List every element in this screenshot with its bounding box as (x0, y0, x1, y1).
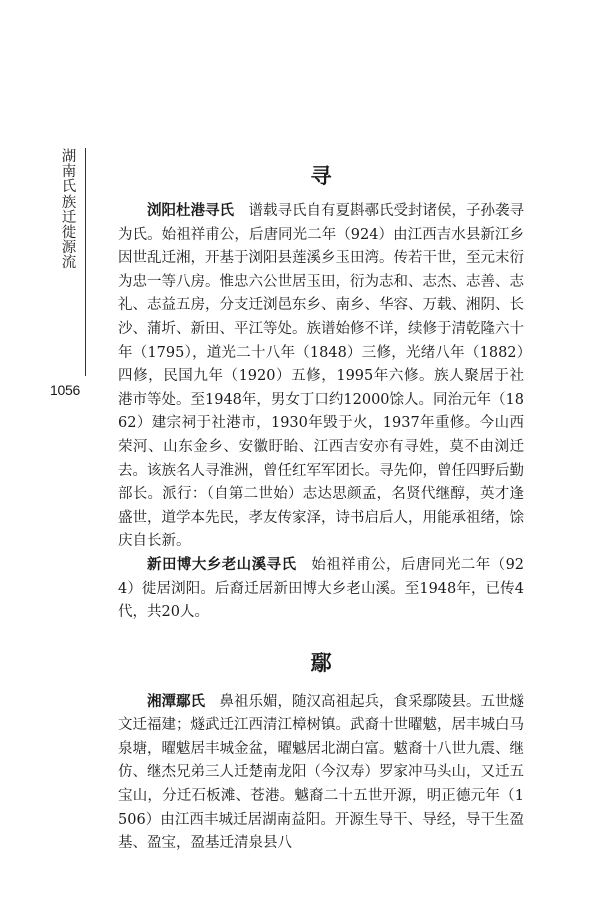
surname-heading: 鄢 (310, 649, 332, 675)
entry-heading: 浏阳杜港寻氏 (147, 203, 234, 219)
entry-text: 始祖祥甫公，后唐同光二年（924）徙居浏阳。后裔迁居新田博大乡老山溪。至1948年，已传4代，共20人。 (118, 556, 525, 621)
clan-entry (118, 200, 524, 554)
main-content (118, 160, 524, 856)
entry-text: 鼻祖乐媚，随汉高祖起兵，食采鄢陵县。五世燧文迁福建；燧武迁江西清江樟树镇。武裔十世曜魃，居丰城白马泉塘，曜魃居丰城金盆，曜魆居北湖白富。魃裔十八世九震、继仿、继杰兄弟三人迁楚南龙阳（今汉寿）罗家冲马头山，又迁五宝山，分迁石板滩、苍港。魆裔二十五世开源，明正德元年（1506）由江西丰城迁居湖南益阳。开源生导干、导经，导干生盈基、盈宝，盈基迁清泉县八 (118, 693, 524, 852)
page-number: 1056 (50, 382, 80, 398)
entry-heading: 新田博大乡老山溪寻氏 (147, 556, 297, 573)
clan-entry (118, 691, 524, 856)
running-title: 湖南氏族迁徙源流 (61, 149, 77, 272)
entry-heading: 湘潭鄢氏 (147, 693, 205, 710)
entry-text: 谱载寻氏自有夏斟鄩氏受封诸侯，子孙袭寻为氏。始祖祥甫公，后唐同光二年（924）由江西吉水县新江乡因世乱迁湘，开基于浏阳县莲溪乡玉田湾。传若干世，至元末衍为忠一等八房。惟忠六公世居玉田，衍为志和、志杰、志善、志礼、志益五房，分支迁浏邑东乡、南乡、华容、万载、湘阴、长沙、蒲圻、新田、平江等处。族谱始修不详，续修于清乾隆六十年（1795），道光二十八年（1848）三修，光绪八年（1882）四修，民国九年（1920）五修，1995年六修。族人聚居于社港市等处。至1948年，男女丁口约12000馀人。同治元年（1862）建宗祠于社港市，1930年毁于火，1937年重修。今山西荣河、山东金乡、安徽盱眙、江西吉安亦有寻姓，莫不由浏迁去。该族名人寻淮洲，曾任红军军团长。寻先仰，曾任四野后勤部长。派行：（自第二世始）志达思颜孟，名贤代继醇，英才逢盛世，道学本先民，孝友传家泽，诗书启后人，用能承祖绪，馀庆自长新。 (118, 203, 524, 550)
clan-entry (118, 554, 524, 625)
surname-heading: 寻 (310, 163, 332, 188)
margin-rule (85, 148, 86, 376)
